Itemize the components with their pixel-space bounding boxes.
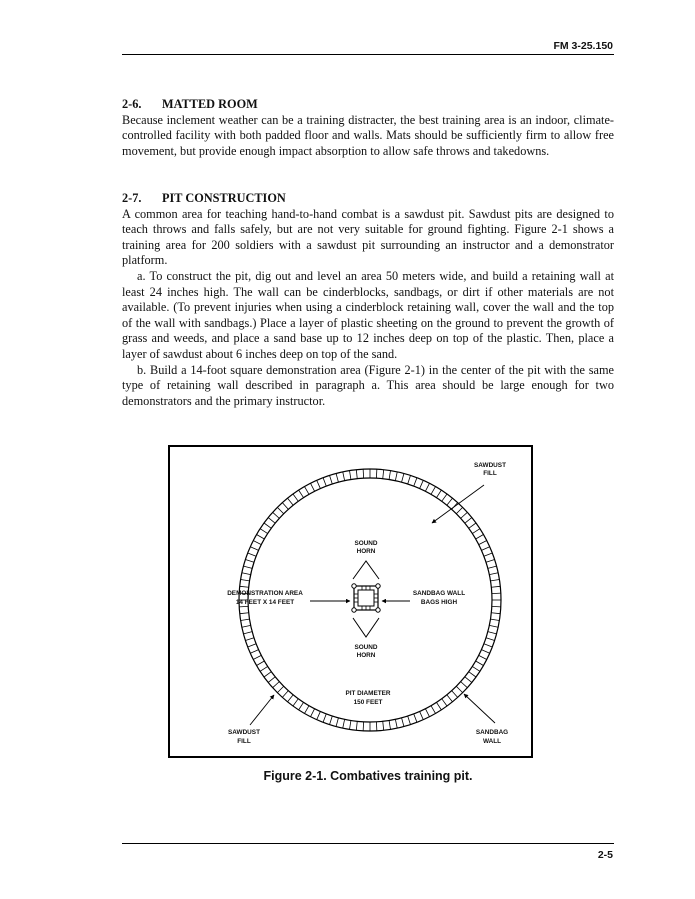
sound-horn-top-icon	[353, 561, 379, 579]
pit-diagram	[170, 447, 535, 760]
sawdust-fill-bottom-arrow	[250, 695, 274, 725]
label-sound-horn-bottom: SOUND	[354, 644, 378, 651]
label-pit-diameter: PIT DIAMETER	[345, 690, 391, 697]
label-sandbag-wall-bottom: WALL	[482, 738, 502, 745]
section-heading	[122, 97, 614, 113]
section-title: PIT CONSTRUCTION	[162, 191, 286, 205]
section-heading	[122, 191, 614, 207]
label-sandbag-wall: SANDBAG WALL	[412, 590, 466, 597]
label-sound-horn-top: HORN	[356, 548, 376, 555]
section-number: 2-6.	[122, 97, 142, 111]
paragraph: A common area for teaching hand-to-hand combat is a sawdust pit. Sawdust pits are designed to teach throws and falls safely, but are not very suitable for ground fighting. Figure 2-1 shows a training area for 200 soldiers with a sawdust pit surrounding an instructor and a demonstrator platform.	[122, 206, 614, 268]
label-sawdust-fill-bottom: SAWDUST	[228, 729, 260, 736]
label-pit-diameter-value: 150 FEET	[353, 699, 383, 706]
label-sawdust-fill-top: SAWDUST	[474, 462, 506, 469]
label-sawdust-fill-top: FILL	[483, 470, 497, 477]
figure-caption: Figure 2-1. Combatives training pit.	[263, 769, 473, 783]
label-demo-area: DEMONSTRATION AREA	[227, 590, 303, 597]
sandbag-wall-bottom-arrow	[464, 694, 495, 723]
page-number: 2-5	[597, 849, 613, 861]
demonstration-platform	[352, 584, 380, 612]
section-2-7	[122, 191, 614, 409]
section-title: MATTED ROOM	[162, 97, 258, 111]
sound-horn-bottom-icon	[353, 618, 379, 637]
label-sawdust-fill-bottom: FILL	[237, 738, 251, 745]
paragraph: Because inclement weather can be a training distracter, the best training area is an indoor, climate-controlled facility with both padded floor and walls. Mats should be sufficiently firm to allow free movement, but provide enough impact absorption to allow safe throws and takedowns.	[122, 112, 614, 158]
running-header: FM 3-25.150	[553, 40, 613, 52]
footer-rule	[122, 843, 614, 844]
section-2-6	[122, 97, 614, 159]
figure-2-1	[168, 445, 533, 758]
sawdust-fill-top-arrow	[432, 485, 484, 523]
paragraph-a: a. To construct the pit, dig out and level an area 50 meters wide, and build a retaining wall at least 24 inches high. The wall can be cinderblocks, sandbags, or dirt if other materials are not available. (To prevent injuries when using a cinderblock retaining wall, cover the wall and the top of the wall with sandbags.) Place a layer of plastic sheeting on the ground to prevent the growth of grass and weeds, and place a sand base up to 12 inches deep on top of the plastic. Then, place a layer of sawdust about 6 inches deep on top of the sand.	[122, 268, 614, 361]
label-sound-horn-bottom: HORN	[356, 652, 376, 659]
section-number: 2-7.	[122, 191, 142, 205]
label-demo-area-size: 14 FEET X 14 FEET	[235, 599, 295, 606]
label-bags-high: BAGS HIGH	[420, 599, 458, 606]
label-sandbag-wall-bottom: SANDBAG	[475, 729, 509, 736]
label-sound-horn-top: SOUND	[354, 540, 378, 547]
paragraph-b: b. Build a 14-foot square demonstration area (Figure 2-1) in the center of the pit with the same type of retaining wall described in paragraph a. This area should be large enough for two demonstrators and the primary instructor.	[122, 362, 614, 408]
header-rule	[122, 54, 614, 55]
